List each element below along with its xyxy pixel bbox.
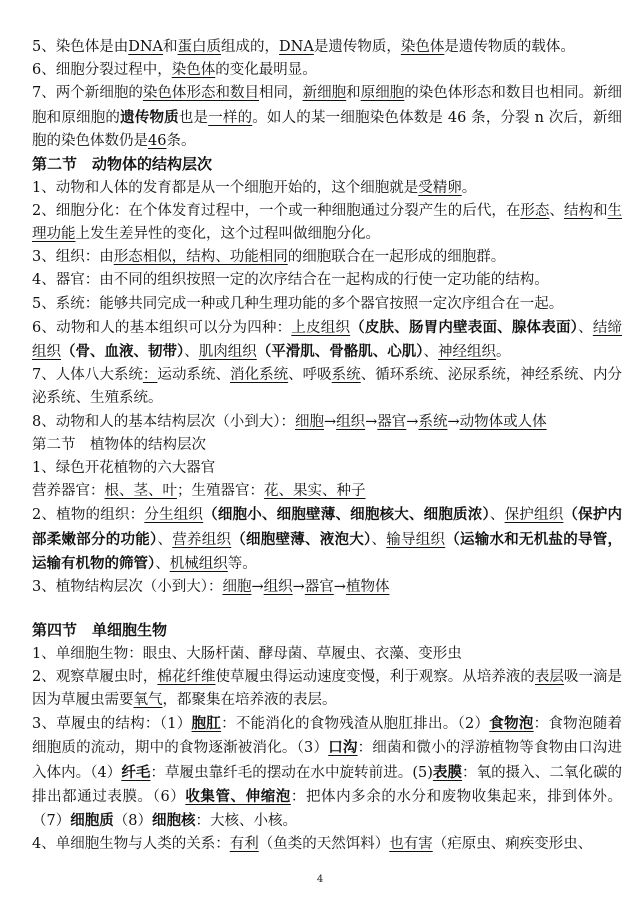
text-run: 一样的 (208, 109, 253, 126)
text-run: 46 (148, 132, 167, 149)
text-run: 分生组织 (144, 507, 204, 524)
text-run: 、 (489, 507, 505, 524)
paragraph (32, 666, 622, 712)
paragraph (32, 269, 622, 292)
text-run: （运输水和无机盐的导管，运输有机物的筛管） (32, 530, 622, 572)
text-run: 蛋白质 (177, 39, 222, 55)
text-run: 。 (496, 343, 511, 360)
text-run: 8、动物和人的基本结构层次（小到大）： (32, 413, 295, 430)
text-run: 动物体或人体 (459, 413, 547, 430)
text-run: ：不能消化的食物残渣从胞肛排出。（2） (221, 716, 490, 733)
text-run: 花、果实、种子 (264, 483, 366, 500)
text-run: 6、动物和人的基本组织可以分为四种： (32, 319, 292, 336)
text-run: 的染色体形态和数目也相同。新细胞和原细胞的 (32, 85, 623, 126)
text-run: 第二节 动物体的结构层次 (32, 155, 213, 174)
text-run: ： (142, 367, 158, 384)
text-run: （8） (113, 813, 152, 830)
text-run: 棉花纤维 (157, 668, 216, 685)
text-run: 新细胞 (302, 85, 347, 102)
text-run: 、 (371, 531, 387, 548)
text-run: 肌肉组织 (198, 343, 257, 360)
text-run: 5、染色体是由 (32, 39, 129, 55)
text-run: 也有害 (389, 836, 433, 853)
paragraph (32, 177, 622, 200)
text-run: 表层 (534, 668, 564, 685)
text-run: 5、系统：能够共同完成一种或几种生理功能的多个器官按照一定次序组合在一起。 (32, 295, 564, 312)
text-run: → (323, 413, 337, 430)
text-run: 4、单细胞生物与人类的关系： (32, 836, 230, 853)
text-run: → (333, 578, 346, 595)
text-run: 神经组织 (438, 343, 496, 360)
text-run: 是遗传物质， (313, 39, 401, 55)
text-run: 结缔组织 (32, 319, 623, 360)
text-run: 第二节 植物体的结构层次 (32, 436, 206, 453)
text-run: 、 (157, 531, 173, 548)
text-run: 、循环系统、泌尿系统，神经系统、内分泌系统、生殖系统。 (32, 367, 623, 407)
text-run: （鱼类的天然饵料） (258, 836, 390, 853)
text-run: （细胞小、细胞壁薄、细胞核大、细胞质浓） (203, 506, 490, 524)
text-run: 表膜 (432, 763, 463, 781)
paragraph (32, 833, 622, 856)
text-run: 和 (163, 39, 178, 55)
text-run: 口沟 (328, 739, 358, 757)
text-run: 和 (346, 85, 361, 102)
text-run: DNA (279, 39, 314, 55)
text-run: → (365, 413, 378, 430)
text-run: 、 (423, 343, 438, 360)
text-run: 第四节 单细胞生物 (32, 621, 168, 640)
text-run: 。 (461, 179, 477, 196)
text-run: 器官 (377, 413, 407, 430)
text-run: 1、单细胞生物：眼虫、大肠杆菌、酵母菌、草履虫、衣藻、变形虫 (32, 645, 462, 662)
paragraph (32, 246, 622, 269)
text-run: 1、动物和人体的发育都是从一个细胞开始的，这个细胞就是 (32, 179, 419, 196)
text-run: ：大核、小核。 (195, 813, 297, 830)
text-run: 纤毛 (121, 763, 151, 781)
text-run: 保护组织 (504, 507, 564, 524)
paragraph (32, 59, 622, 82)
text-run: 结构 (563, 202, 593, 219)
text-run: 受精卵 (418, 179, 462, 196)
text-run: 3、植物结构层次（小到大）： (32, 578, 223, 595)
text-run: 染色体 (400, 39, 445, 55)
text-run: 染色体 (171, 62, 216, 79)
text-run: 、 (549, 202, 564, 219)
text-run: 相同， (259, 85, 303, 102)
text-run: ：草履虫靠纤毛的摆动在水中旋转前进。(5) (150, 764, 433, 781)
text-run: 收集管、伸缩泡 (185, 787, 291, 805)
text-run: 4、器官：由不同的组织按照一定的次序结合在一起构成的行使一定功能的结构。 (32, 272, 549, 289)
text-run: 原细胞 (360, 85, 405, 102)
text-run: 1、绿色开花植物的六大器官 (32, 459, 216, 476)
text-run: 2、细胞分化：在个体发育过程中，一个或一种细胞通过分裂产生的后代，在 (32, 202, 521, 219)
paragraph (32, 457, 622, 480)
text-run: （疟原虫、痢疾变形虫、 (432, 836, 593, 853)
paragraph (32, 434, 622, 457)
text-run: 。如人的某一细胞染色体数是 46 条，分裂 n 次后，新细胞的染色体数仍是 (32, 109, 623, 149)
text-run: 食物泡 (489, 715, 534, 733)
section-heading (32, 153, 622, 177)
text-run: 条。 (166, 132, 196, 149)
text-run: 的细胞联合在一起形成的细胞群。 (287, 249, 506, 266)
text-run: 2、观察草履虫时， (32, 668, 158, 685)
text-run: 2、植物的组织： (32, 507, 145, 524)
text-run: ；生殖器官： (177, 483, 264, 500)
text-run: 植物体 (345, 578, 390, 595)
text-run: 细胞质 (70, 812, 114, 830)
text-run: （骨、血液、韧带） (61, 342, 185, 360)
text-run: 6、细胞分裂过程中， (32, 62, 172, 79)
text-run: → (292, 578, 305, 595)
text-run: 染色体形态和数目 (142, 85, 260, 102)
paragraph (32, 293, 622, 316)
text-run: 7、人体八大系统 (32, 367, 143, 384)
text-run: 营养器官： (32, 483, 105, 500)
text-run: DNA (128, 39, 164, 55)
text-run: 细胞核 (151, 812, 196, 830)
text-run: ：把体内多余的水分和废物收集起来，排到体外。（7） (32, 788, 622, 830)
text-run: （皮肤、肠胃内壁表面、腺体表面） (350, 318, 579, 336)
text-run: → (406, 413, 419, 430)
paragraph (32, 503, 622, 576)
text-run: 吸一滴是因为草履虫需要 (32, 668, 623, 709)
text-run: 系统 (418, 413, 448, 430)
text-run: 器官 (304, 578, 334, 595)
paragraph (32, 200, 622, 246)
text-run: 形态 (520, 202, 550, 219)
paragraph (32, 643, 622, 666)
text-run: 3、草履虫的结构：（1） (32, 716, 192, 733)
text-run: 也是 (178, 109, 209, 126)
text-run: 生理功能 (32, 202, 623, 242)
text-run: 7、两个新细胞的 (32, 85, 143, 102)
paragraph (32, 712, 622, 833)
text-run: ：氧的摄入、二氧化碳的排出都通过表膜。（6） (32, 764, 623, 805)
text-run: 细胞 (294, 413, 324, 430)
text-run: 运动系统、 (157, 367, 231, 384)
paragraph (32, 364, 622, 410)
section-heading (32, 619, 622, 643)
text-run: 根、茎、叶 (104, 483, 177, 500)
text-run: （平滑肌、骨骼肌、心肌） (256, 342, 424, 360)
text-run: 系统 (331, 367, 361, 384)
text-run: ：细菌和微小的浮游植物等食物由口沟进入体内。（4） (32, 740, 622, 781)
text-run: （保护内部柔嫩部分的功能） (32, 506, 623, 548)
text-run: 细胞 (222, 578, 252, 595)
paragraph (32, 576, 622, 599)
text-run: 、 (155, 555, 170, 572)
text-run: 上皮组织 (291, 319, 351, 336)
text-run: 等。 (227, 555, 257, 572)
text-run: → (251, 578, 264, 595)
text-run: 营养组织 (172, 531, 232, 548)
text-run: 的变化最明显。 (215, 62, 317, 79)
text-run: 遗传物质 (120, 108, 179, 126)
text-run: → (447, 413, 460, 430)
text-run: 有利 (229, 836, 259, 853)
document-body (32, 36, 622, 857)
text-run: 、 (184, 343, 199, 360)
text-run: 、 (578, 319, 593, 336)
text-run: 组织 (336, 413, 366, 430)
paragraph (32, 480, 622, 503)
text-run: 是遗传物质的载体。 (444, 39, 575, 55)
text-run: （细胞壁薄、液泡大） (231, 530, 372, 548)
text-run: 胞肛 (191, 715, 222, 733)
text-run: 机械组织 (169, 555, 228, 572)
text-run: 使草履虫得运动速度变慢，利于观察。从培养液的 (215, 668, 535, 685)
paragraph (32, 36, 622, 59)
text-run: 3、组织：由 (32, 249, 114, 266)
text-run: 组织 (263, 578, 293, 595)
paragraph (32, 82, 622, 153)
text-run: 上发生差异性的变化，这个过程叫做细胞分化。 (75, 225, 380, 242)
text-run: 组成的， (221, 39, 280, 55)
text-run: 、呼吸 (288, 367, 332, 384)
paragraph (32, 411, 622, 434)
page-number: 4 (316, 874, 324, 885)
text-run: ，都聚集在培养液的表层。 (162, 692, 337, 709)
text-run: 氧气 (133, 692, 163, 709)
text-run: 和 (593, 202, 608, 219)
text-run: 形态相似，结构、功能相同 (113, 249, 288, 266)
text-run: 输导组织 (386, 531, 446, 548)
text-run: ：食物泡随着细胞质的流动，期中的食物逐渐被消化。（3） (32, 716, 623, 757)
paragraph (32, 316, 622, 364)
text-run: 消化系统 (230, 367, 289, 384)
